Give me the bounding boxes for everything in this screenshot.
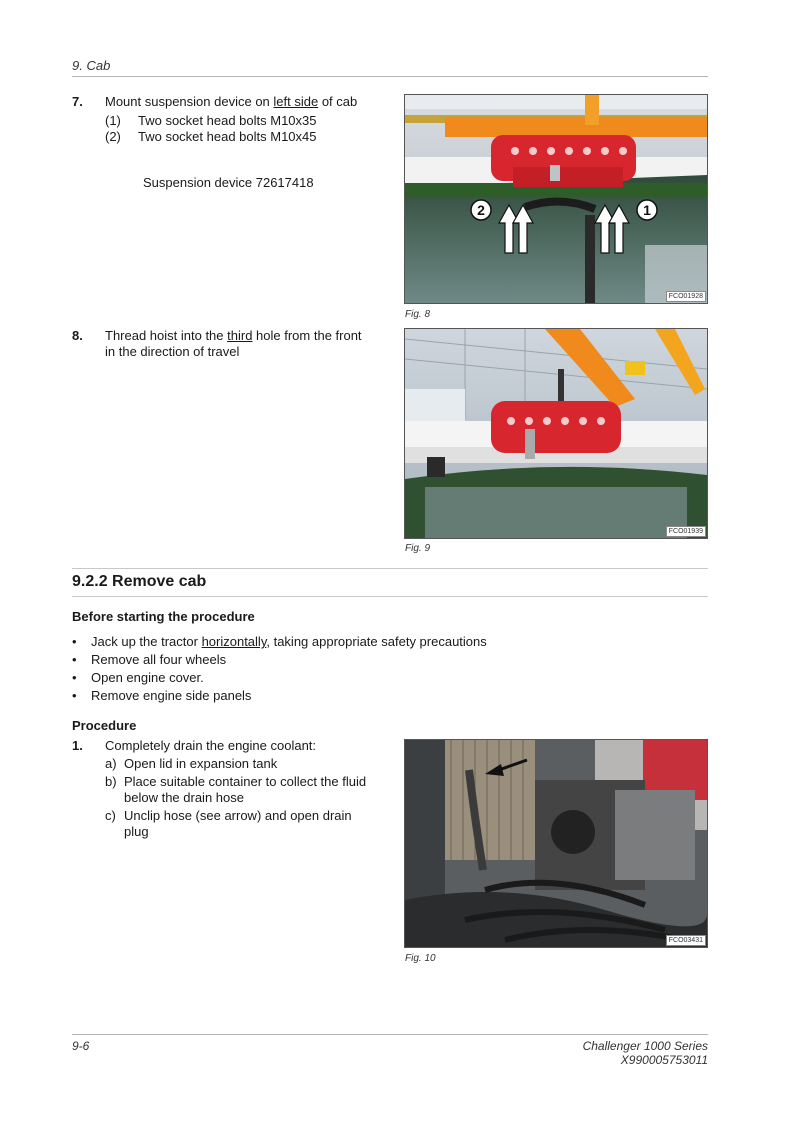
footer-rule: [72, 1034, 708, 1035]
third-underlined: third: [227, 328, 253, 343]
step-8-line-1: Thread hoist into the third hole from the front: [105, 328, 362, 343]
procedure-c-label: c): [105, 808, 116, 823]
procedure-a-label: a): [105, 756, 117, 771]
procedure-b-label: b): [105, 774, 117, 789]
procedure-c-text-1: Unclip hose (see arrow) and open drain: [124, 808, 352, 823]
step-7-text: Mount suspension device on left side of cab: [105, 94, 358, 109]
step-7-item-1-label: (1): [105, 113, 121, 128]
before-bullet-4: • Remove engine side panels: [72, 688, 252, 703]
step-7-number: 7.: [72, 94, 83, 109]
step-8-line-2: in the direction of travel: [105, 344, 240, 359]
footer-page-number: 9-6: [72, 1039, 90, 1053]
figure-9-photo: [404, 328, 708, 539]
figure-8-callout-2: 2: [477, 202, 485, 218]
suspension-device-note: Suspension device 72617418: [143, 175, 314, 190]
figure-10-caption: Fig. 10: [405, 953, 436, 964]
step-7-item-1-text: Two socket head bolts M10x35: [138, 113, 317, 128]
procedure-heading: Procedure: [72, 718, 137, 733]
section-title: 9.2.2 Remove cab: [72, 573, 207, 590]
running-head: 9. Cab: [72, 58, 111, 73]
figure-10-code: FCO03431: [666, 935, 706, 946]
before-bullet-1: • Jack up the tractor horizontally, taking appropriate safety precautions: [72, 634, 487, 649]
footer-doc-number: X990005753011: [620, 1053, 708, 1067]
procedure-b-text-1: Place suitable container to collect the fluid: [124, 774, 367, 789]
figure-8-callout-1: 1: [643, 202, 651, 218]
step-7-item-2-label: (2): [105, 129, 121, 144]
procedure-b-text-2: below the drain hose: [124, 790, 244, 805]
figure-8-code: FCO01928: [666, 291, 706, 302]
before-bullet-2: • Remove all four wheels: [72, 652, 227, 667]
header-rule: [72, 76, 708, 77]
left-side-underlined: left side: [273, 94, 319, 109]
step-7-item-2-text: Two socket head bolts M10x45: [138, 129, 317, 144]
before-heading: Before starting the procedure: [72, 609, 255, 624]
figure-9-caption: Fig. 9: [405, 543, 431, 554]
footer-series: Challenger 1000 Series: [582, 1039, 708, 1053]
figure-8-caption: Fig. 8: [405, 309, 431, 320]
procedure-step-1-text: Completely drain the engine coolant:: [105, 738, 317, 753]
figure-8-photo: [404, 94, 708, 304]
before-bullet-3: • Open engine cover.: [72, 670, 204, 685]
figure-9-code: FCO01939: [666, 526, 706, 537]
figure-10-photo: [404, 739, 708, 948]
horizontally-underlined: horizontally: [201, 634, 267, 649]
procedure-c-text-2: plug: [124, 824, 149, 839]
section-rule-top: [72, 568, 708, 569]
procedure-a-text: Open lid in expansion tank: [124, 756, 278, 771]
step-8-number: 8.: [72, 328, 83, 343]
procedure-step-1-number: 1.: [72, 738, 83, 753]
section-rule-bottom: [72, 596, 708, 597]
